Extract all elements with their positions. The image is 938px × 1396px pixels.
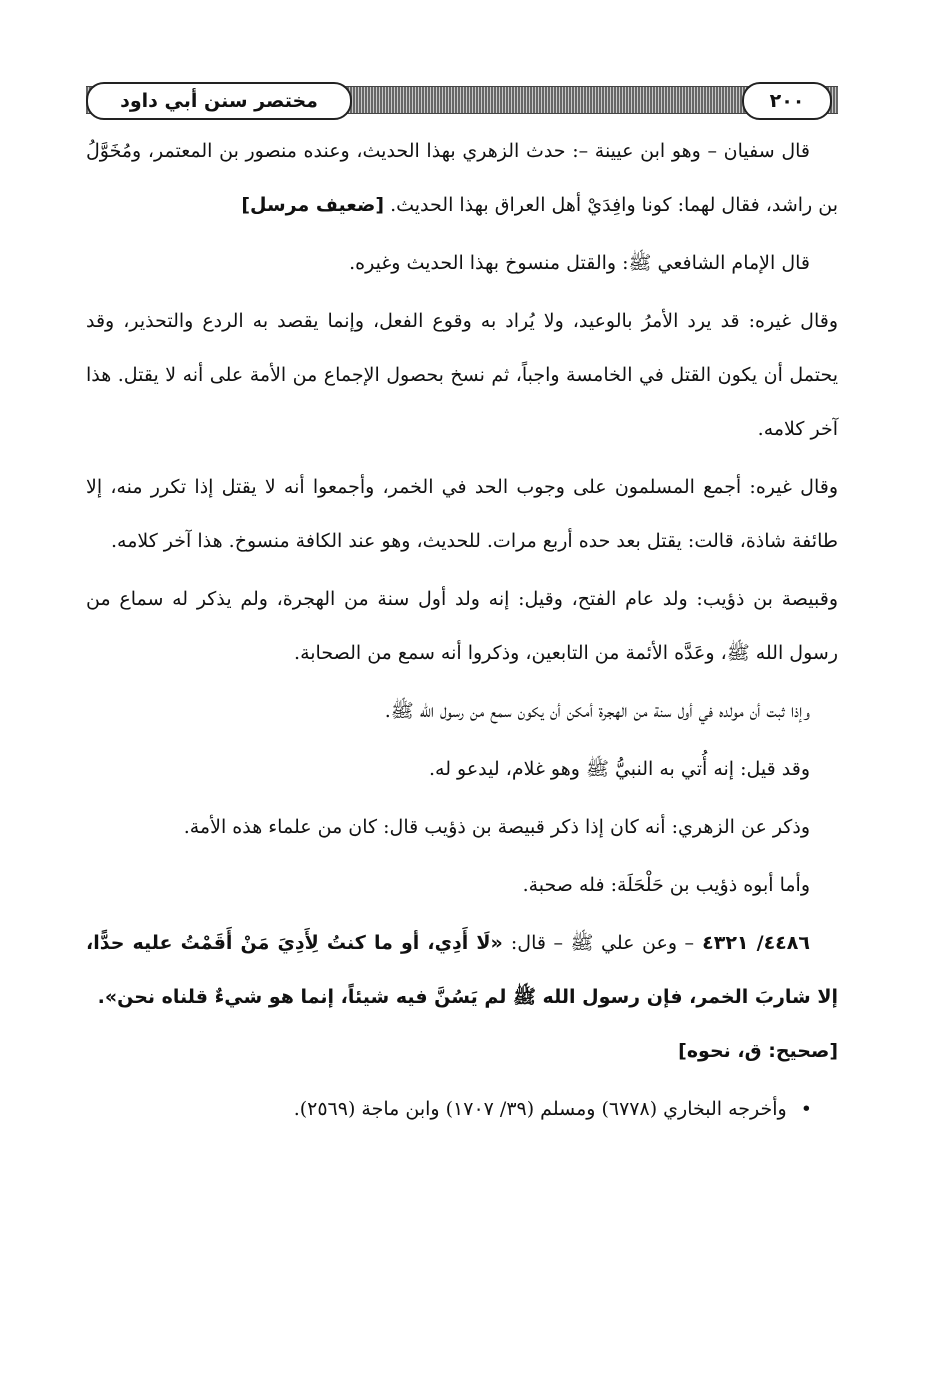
footnote-text: وأخرجه البخاري (٦٧٧٨) ومسلم (٣٩/ ١٧٠٧) وابن ماجة (٢٥٦٩). (293, 1098, 787, 1120)
paragraph: قال الإمام الشافعي ﷺ: والقتل منسوخ بهذا الحديث وغيره. (349, 252, 810, 274)
hadith-grade: [صحيح: ق، نحوه] (678, 1040, 838, 1062)
hadith-number: ٤٤٨٦/ ٤٣٢١ (702, 932, 810, 954)
page-number: ٢٠٠ (742, 82, 832, 120)
page-body (86, 124, 838, 1140)
paragraph-text: قال سفيان – وهو ابن عيينة –: حدث الزهري بهذا الحديث، وعنده منصور بن المعتمر، ومُخَوَّلُ بن راشد، فقال لهما: كونا وافِدَيْ أهل العراق بهذا الحديث. (86, 140, 838, 216)
running-header (86, 82, 838, 118)
paragraph (86, 124, 838, 232)
hadith-intro: – وعن علي ﷺ – قال: (510, 932, 695, 954)
paragraph: وذكر عن الزهري: أنه كان إذا ذكر قبيصة بن ذؤيب قال: كان من علماء هذه الأمة. (183, 816, 810, 838)
paragraph: وأما أبوه ذؤيب بن حَلْحَلَة: فله صحبة. (522, 874, 810, 896)
hadith-entry (86, 916, 838, 1078)
paragraph: وقبيصة بن ذؤيب: ولد عام الفتح، وقيل: إنه ولد أول سنة من الهجرة، ولم يذكر له سماع من رسول الله ﷺ، وعَدَّه الأئمة من التابعين، وذكروا أنه سمع من الصحابة. (86, 588, 838, 664)
paragraph: وقال غيره: أجمع المسلمون على وجوب الحد في الخمر، وأجمعوا أنه لا يقتل إذا تكرر منه، إلا طائفة شاذة، قالت: يقتل بعد حده أربع مرات. للحديث، وهو عند الكافة منسوخ. هذا آخر كلامه. (86, 476, 838, 552)
hadith-grade: [ضعيف مرسل] (241, 194, 385, 216)
paragraph: وقد قيل: إنه أُتي به النبيُّ ﷺ وهو غلام، ليدعو له. (428, 758, 810, 780)
book-title: مختصر سنن أبي داود (86, 82, 352, 120)
footnote (86, 1082, 838, 1136)
paragraph: وإذا ثبت أن مولده في أول سنة من الهجرة أمكن أن يكون سمع من رسول الله ﷺ. (384, 700, 810, 722)
hadith-text: «لَا أَدِي، أو ما كنتُ لِأَدِيَ مَنْ أَقَمْتُ عليه حدًّا، إلا شاربَ الخمر، فإن رسول الله ﷺ لم يَسُنَّ فيه شيئاً، إنما هو شيءٌ قلناه نحن». (86, 932, 838, 1008)
bullet-icon: • (800, 1098, 812, 1120)
paragraph: وقال غيره: قد يرد الأمرُ بالوعيد، ولا يُراد به وقوع الفعل، وإنما يقصد به الردع والتحذير، وقد يحتمل أن يكون القتل في الخامسة واجباً، ثم نسخ بحصول الإجماع من الأمة على أنه لا يقتل. هذا آخر كلامه. (86, 310, 838, 440)
